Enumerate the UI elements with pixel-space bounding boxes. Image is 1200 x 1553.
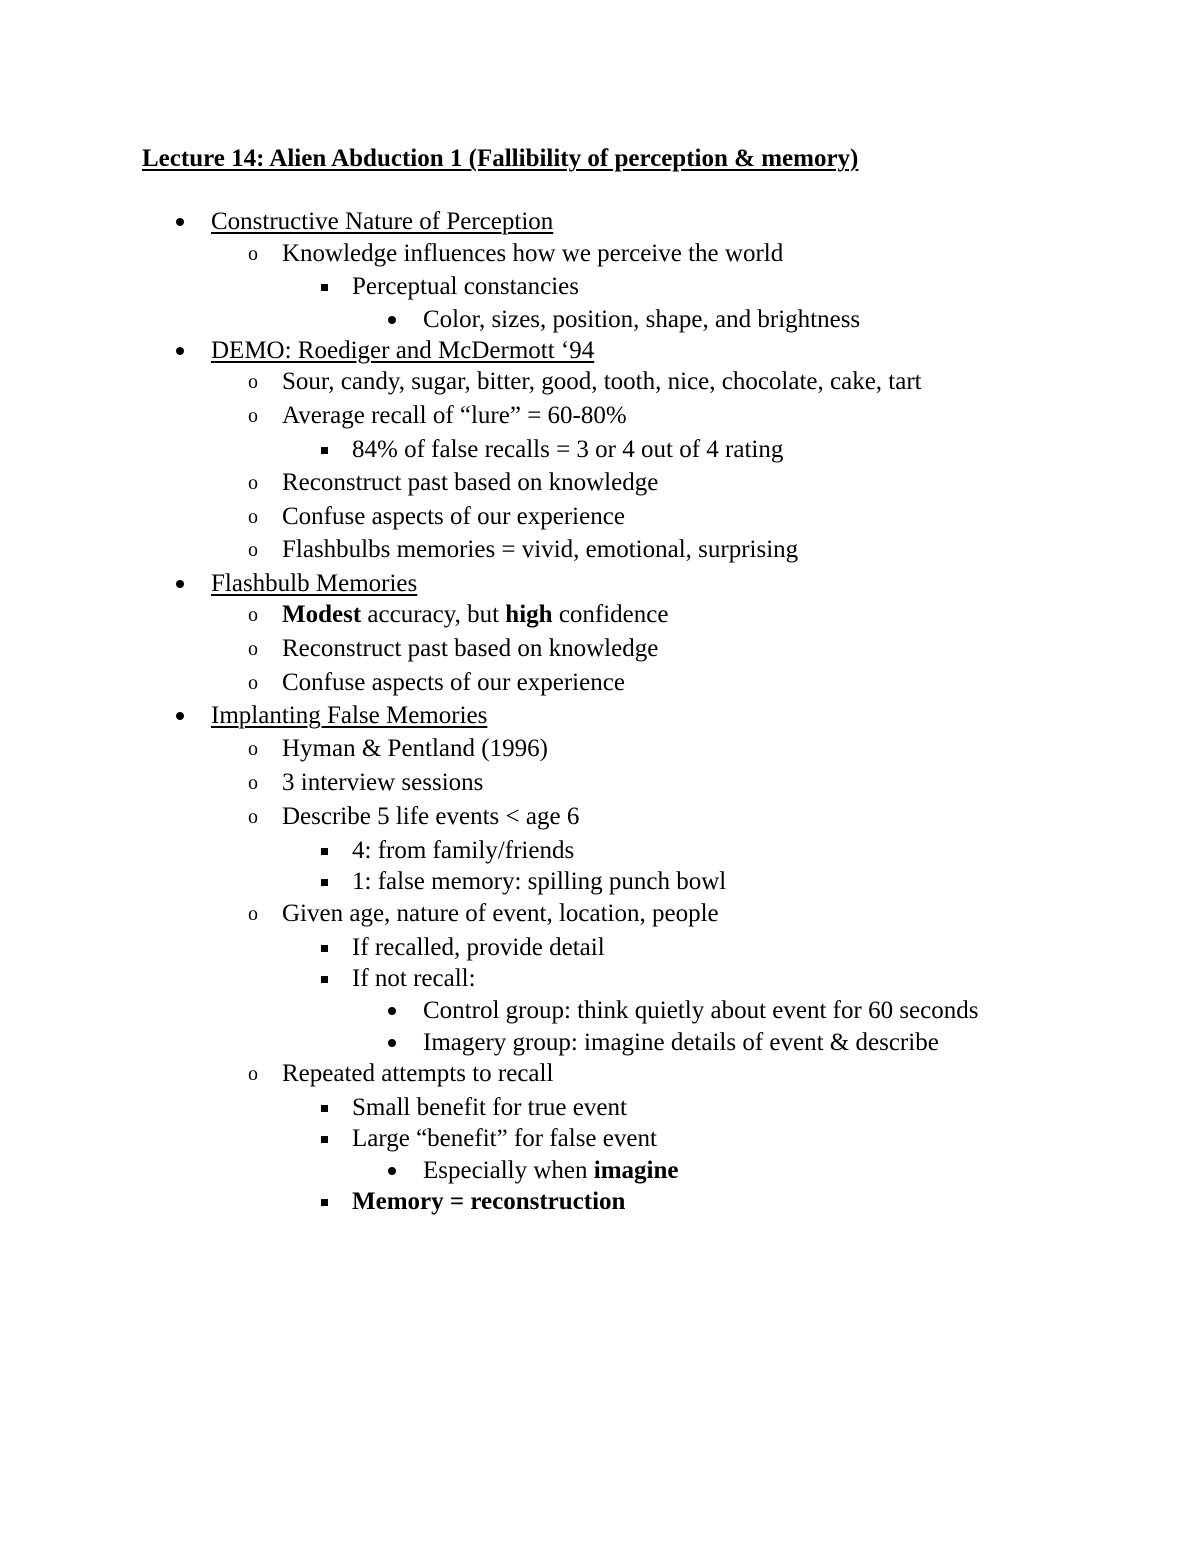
outline-item-level-2 xyxy=(0,238,1200,270)
bullet-circle-icon: o xyxy=(248,672,258,694)
bullet-circle-icon: o xyxy=(248,772,258,794)
bullet-circle-icon: o xyxy=(248,806,258,828)
bullet-square-icon xyxy=(321,1105,328,1112)
bold-text-run: high xyxy=(505,601,553,628)
outline-item-text: Confuse aspects of our experience xyxy=(282,503,625,530)
outline-item-level-4 xyxy=(0,304,1200,336)
bullet-dot-icon xyxy=(388,1039,396,1047)
bold-text-run: Modest xyxy=(282,601,362,628)
bullet-circle-icon: o xyxy=(248,371,258,393)
bullet-circle-icon: o xyxy=(248,539,258,561)
outline-item-text: Small benefit for true event xyxy=(352,1094,627,1121)
outline-item-level-2 xyxy=(0,801,1200,833)
text-run: confidence xyxy=(552,601,669,628)
bullet-circle-icon: o xyxy=(248,472,258,494)
outline-item-level-2 xyxy=(0,467,1200,499)
outline-item-text: Knowledge influences how we perceive the world xyxy=(282,240,784,267)
outline-item-level-1 xyxy=(0,700,1200,732)
outline-item-text: Sour, candy, sugar, bitter, good, tooth, nice, chocolate, cake, tart xyxy=(282,368,922,395)
outline-item-text: Given age, nature of event, location, people xyxy=(282,900,719,927)
bullet-square-icon xyxy=(321,1199,328,1206)
bullet-circle-icon: o xyxy=(248,243,258,265)
outline-item-level-1 xyxy=(0,206,1200,238)
outline-item-text: Control group: think quietly about event for 60 seconds xyxy=(423,997,979,1024)
bullet-dot-icon xyxy=(176,347,184,355)
bullet-square-icon xyxy=(321,879,328,886)
bullet-square-icon xyxy=(321,848,328,855)
outline-item-level-3 xyxy=(0,835,1200,867)
outline-item-level-3 xyxy=(0,434,1200,466)
outline-item-level-3 xyxy=(0,963,1200,995)
outline-item-level-2 xyxy=(0,501,1200,533)
outline-item-level-1 xyxy=(0,335,1200,367)
bullet-dot-icon xyxy=(176,712,184,720)
outline-item-level-3 xyxy=(0,932,1200,964)
bullet-circle-icon: o xyxy=(248,506,258,528)
outline-item-level-2 xyxy=(0,534,1200,566)
bullet-circle-icon: o xyxy=(248,604,258,626)
text-run: Especially when xyxy=(423,1157,594,1184)
outline-item-text xyxy=(282,599,668,631)
outline-item-text: If recalled, provide detail xyxy=(352,934,605,961)
outline-item-text xyxy=(352,1186,625,1218)
outline-item-text: Average recall of “lure” = 60-80% xyxy=(282,402,627,429)
bullet-dot-icon xyxy=(388,1167,396,1175)
bullet-square-icon xyxy=(321,945,328,952)
outline-item-text: Perceptual constancies xyxy=(352,273,579,300)
page-title: Lecture 14: Alien Abduction 1 (Fallibility of perception & memory) xyxy=(142,145,859,172)
outline-item-level-2 xyxy=(0,767,1200,799)
outline-item-text: Constructive Nature of Perception xyxy=(211,208,554,235)
bullet-square-icon xyxy=(321,1136,328,1143)
outline-item-level-2 xyxy=(0,366,1200,398)
outline-item-level-2 xyxy=(0,400,1200,432)
outline-item-text: 4: from family/friends xyxy=(352,837,575,864)
outline-item-text: Implanting False Memories xyxy=(211,702,488,729)
bold-text-run: imagine xyxy=(593,1157,679,1184)
outline-item-text: Flashbulbs memories = vivid, emotional, surprising xyxy=(282,536,799,563)
outline-item-text: Large “benefit” for false event xyxy=(352,1125,657,1152)
outline-item-level-2 xyxy=(0,1058,1200,1090)
outline-item-level-3 xyxy=(0,1123,1200,1155)
outline-item-level-1 xyxy=(0,568,1200,600)
outline-item-level-3 xyxy=(0,1186,1200,1218)
outline-item-text: Flashbulb Memories xyxy=(211,570,418,597)
outline-item-level-2 xyxy=(0,633,1200,665)
outline-item-text: Reconstruct past based on knowledge xyxy=(282,469,659,496)
outline-item-text: Repeated attempts to recall xyxy=(282,1060,554,1087)
outline-item-text: Color, sizes, position, shape, and brightness xyxy=(423,306,861,333)
outline-item-text: Confuse aspects of our experience xyxy=(282,669,625,696)
outline-item-text: DEMO: Roediger and McDermott ‘94 xyxy=(211,337,595,364)
bullet-circle-icon: o xyxy=(248,738,258,760)
outline-item-level-2 xyxy=(0,898,1200,930)
outline-item-level-3 xyxy=(0,1092,1200,1124)
outline-item-level-2 xyxy=(0,667,1200,699)
outline-item-text: Reconstruct past based on knowledge xyxy=(282,635,659,662)
outline-item-text: 1: false memory: spilling punch bowl xyxy=(352,868,727,895)
outline-item-text xyxy=(423,1155,679,1187)
bullet-square-icon xyxy=(321,447,328,454)
outline-item-text: If not recall: xyxy=(352,965,476,992)
outline-item-level-3 xyxy=(0,271,1200,303)
bullet-dot-icon xyxy=(388,316,396,324)
bullet-dot-icon xyxy=(176,580,184,588)
outline-item-level-4 xyxy=(0,1027,1200,1059)
outline-item-text: 84% of false recalls = 3 or 4 out of 4 rating xyxy=(352,436,784,463)
text-run: accuracy, but xyxy=(361,601,506,628)
outline-item-level-3 xyxy=(0,866,1200,898)
bullet-circle-icon: o xyxy=(248,405,258,427)
outline-item-text: Describe 5 life events < age 6 xyxy=(282,803,580,830)
outline-item-text: 3 interview sessions xyxy=(282,769,484,796)
bullet-circle-icon: o xyxy=(248,1063,258,1085)
outline-item-level-2 xyxy=(0,599,1200,631)
bullet-circle-icon: o xyxy=(248,903,258,925)
bullet-dot-icon xyxy=(176,218,184,226)
bullet-dot-icon xyxy=(388,1007,396,1015)
outline-item-text: Hyman & Pentland (1996) xyxy=(282,735,548,762)
outline-item-level-2 xyxy=(0,733,1200,765)
outline-item-level-4 xyxy=(0,995,1200,1027)
bullet-square-icon xyxy=(321,284,328,291)
outline-item-text: Imagery group: imagine details of event & describe xyxy=(423,1029,939,1056)
bold-text-run: Memory = reconstruction xyxy=(352,1188,626,1215)
bullet-circle-icon: o xyxy=(248,638,258,660)
outline-item-level-4 xyxy=(0,1155,1200,1187)
bullet-square-icon xyxy=(321,976,328,983)
